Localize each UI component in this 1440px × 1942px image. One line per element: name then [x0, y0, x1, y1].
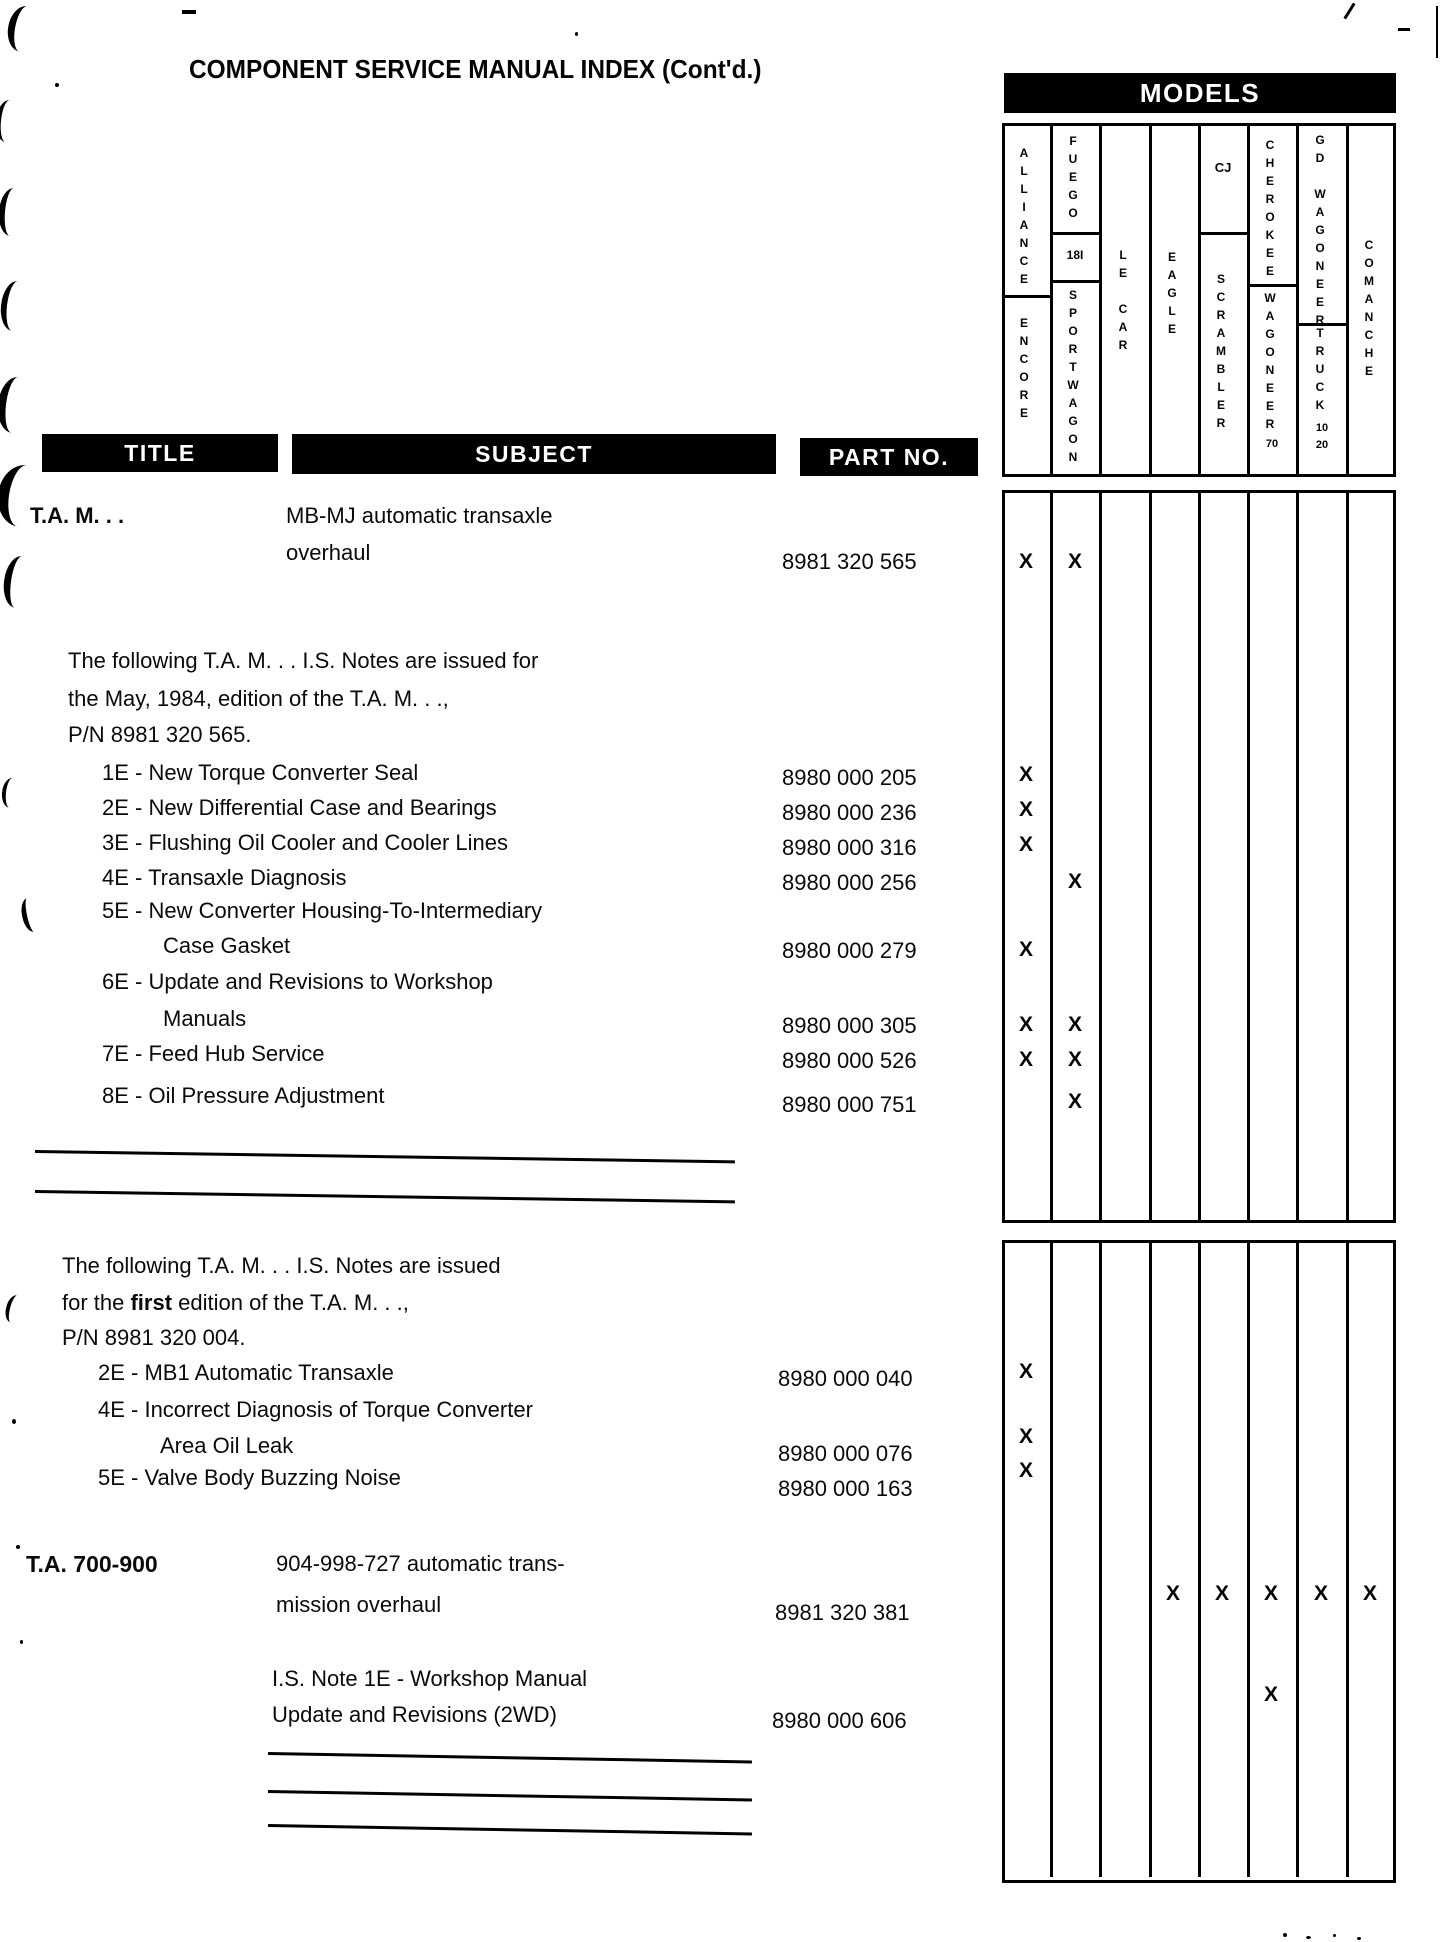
intro-line: P/N 8981 320 565. [68, 722, 252, 747]
scan-artifact [0, 279, 32, 332]
x-mark: X [1362, 1582, 1377, 1605]
x-mark: X [1018, 1013, 1033, 1036]
scan-speck [1283, 1933, 1287, 1937]
scan-artifact [1436, 6, 1438, 58]
part-number: 8981 320 381 [775, 1600, 910, 1625]
note-label: 2E - New Differential Case and Bearings [102, 795, 497, 820]
scan-artifact [0, 187, 27, 237]
grid-divider [1346, 490, 1349, 1220]
model-col-cj: CJ [1214, 160, 1232, 175]
intro-line [62, 1290, 409, 1316]
x-mark: X [1018, 1425, 1033, 1448]
grid-divider [1050, 123, 1053, 474]
grid-divider [1198, 1240, 1201, 1877]
scan-artifact [182, 10, 196, 14]
grid-divider [1247, 1240, 1250, 1877]
x-mark: X [1067, 1013, 1082, 1036]
grid-divider [1149, 490, 1152, 1220]
part-number: 8980 000 040 [778, 1366, 913, 1391]
section-separator [35, 1190, 735, 1203]
model-col-comanche: COMANCHE [1362, 238, 1376, 382]
scan-artifact [0, 777, 21, 809]
intro-line-part: for the [62, 1290, 131, 1315]
note-label-cont: Update and Revisions (2WD) [272, 1702, 557, 1727]
part-number: 8981 320 565 [782, 549, 917, 574]
model-col-truck-10: 10 [1315, 422, 1329, 434]
part-number: 8980 000 606 [772, 1708, 907, 1733]
part-number: 8980 000 751 [782, 1092, 917, 1117]
title-column-header [42, 434, 278, 472]
note-label-cont: Area Oil Leak [160, 1433, 294, 1458]
x-mark: X [1018, 763, 1033, 786]
entry-subject-line: overhaul [286, 540, 371, 565]
grid-divider [1099, 1240, 1102, 1877]
part-number: 8980 000 236 [782, 800, 917, 825]
note-label: 5E - New Converter Housing-To-Intermediary [102, 898, 543, 923]
intro-line: The following T.A. M. . . I.S. Notes are issued for [68, 648, 539, 673]
bottom-separator [268, 1790, 752, 1801]
note-label: 4E - Transaxle Diagnosis [102, 865, 347, 890]
model-col-sportwagon: SPORTWAGON [1066, 288, 1080, 468]
x-mark: X [1018, 1048, 1033, 1071]
grid-divider [1247, 490, 1250, 1220]
scan-artifact [1343, 3, 1355, 20]
note-label: 8E - Oil Pressure Adjustment [102, 1083, 385, 1108]
partno-column-header [800, 438, 978, 476]
grid-divider [1050, 490, 1053, 1220]
grid-divider [1050, 1240, 1053, 1877]
grid-divider [1149, 1240, 1152, 1877]
grid-divider [1346, 1240, 1349, 1877]
note-label: 4E - Incorrect Diagnosis of Torque Converter [98, 1397, 533, 1422]
cell-divider [1050, 280, 1102, 283]
part-number: 8980 000 076 [778, 1441, 913, 1466]
x-mark: X [1214, 1582, 1229, 1605]
model-col-wagoneer-70: 70 [1265, 438, 1279, 450]
x-mark: X [1263, 1582, 1278, 1605]
scan-speck [12, 1419, 16, 1424]
intro-line: The following T.A. M. . . I.S. Notes are issued [62, 1253, 501, 1278]
partno-header-label: PART NO. [828, 443, 950, 470]
part-number: 8980 000 163 [778, 1476, 913, 1501]
scan-speck [575, 32, 578, 36]
subject-column-header [292, 434, 776, 474]
x-mark: X [1165, 1582, 1180, 1605]
title-header-label: TITLE [124, 439, 196, 466]
bottom-separator [268, 1752, 752, 1763]
note-label: 1E - New Torque Converter Seal [102, 760, 419, 785]
x-mark: X [1313, 1582, 1328, 1605]
entry-subject-line: 904-998-727 automatic trans- [276, 1551, 565, 1576]
part-number: 8980 000 526 [782, 1048, 917, 1073]
scan-artifact [4, 4, 43, 55]
note-label: I.S. Note 1E - Workshop Manual [272, 1666, 588, 1691]
model-col-lecar: LE CAR [1116, 248, 1130, 356]
x-mark: X [1018, 1360, 1033, 1383]
scan-speck [16, 1545, 20, 1549]
entry-subject-line: mission overhaul [276, 1592, 442, 1617]
entry-title-tam: T.A. M. . . [30, 503, 125, 528]
entry-title-ta700900: T.A. 700-900 [26, 1551, 158, 1577]
grid-divider [1149, 123, 1152, 474]
note-label-cont: Manuals [163, 1006, 247, 1031]
x-mark: X [1018, 550, 1033, 573]
scan-artifact [3, 1293, 25, 1324]
x-mark: X [1067, 550, 1082, 573]
scan-speck [1333, 1934, 1336, 1937]
grid-divider [1296, 1240, 1299, 1877]
model-col-18i: 18I [1066, 248, 1084, 262]
intro-line: the May, 1984, edition of the T.A. M. . ., [68, 686, 449, 711]
cell-divider [1198, 232, 1250, 235]
models-header-bar [1004, 73, 1396, 113]
cell-divider [1050, 232, 1102, 235]
model-col-alliance: ALLIANCE [1017, 146, 1031, 290]
x-mark: X [1018, 938, 1033, 961]
note-label: 3E - Flushing Oil Cooler and Cooler Lines [102, 830, 508, 855]
intro-line: P/N 8981 320 004. [62, 1325, 246, 1350]
note-label: 6E - Update and Revisions to Workshop [102, 969, 493, 994]
note-label: 5E - Valve Body Buzzing Noise [98, 1465, 401, 1490]
page-title: COMPONENT SERVICE MANUAL INDEX (Cont'd.) [189, 54, 762, 84]
scan-artifact [19, 897, 43, 934]
scan-artifact [0, 375, 35, 435]
scan-speck [55, 83, 59, 87]
part-number: 8980 000 305 [782, 1013, 917, 1038]
x-mark: X [1067, 1090, 1082, 1113]
grid-divider [1296, 490, 1299, 1220]
x-mark: X [1018, 1459, 1033, 1482]
entry-subject-line: MB-MJ automatic transaxle [286, 503, 553, 528]
part-number: 8980 000 256 [782, 870, 917, 895]
part-number: 8980 000 316 [782, 835, 917, 860]
scan-speck [20, 1640, 23, 1644]
intro-line-bold: first [130, 1290, 173, 1315]
scan-speck [1306, 1936, 1311, 1939]
bottom-separator [268, 1824, 752, 1835]
note-label: 7E - Feed Hub Service [102, 1041, 325, 1066]
note-label: 2E - MB1 Automatic Transaxle [98, 1360, 394, 1385]
part-number: 8980 000 279 [782, 938, 917, 963]
scan-speck [1357, 1937, 1361, 1940]
cell-divider [1247, 284, 1299, 287]
x-mark: X [1067, 1048, 1082, 1071]
model-col-truck-20: 20 [1315, 439, 1329, 451]
model-col-encore: ENCORE [1017, 316, 1031, 424]
scan-artifact [1398, 28, 1410, 31]
grid-divider [1099, 123, 1102, 474]
model-col-gd-wagoneer: GD WAGONEER [1313, 133, 1327, 331]
model-col-eagle: EAGLE [1165, 250, 1179, 340]
grid-divider [1099, 490, 1102, 1220]
model-col-fuego: FUEGO [1066, 134, 1080, 224]
model-col-scrambler: SCRAMBLER [1214, 272, 1228, 434]
scan-artifact [1, 554, 37, 610]
x-mark: X [1263, 1683, 1278, 1706]
section-separator [35, 1150, 735, 1163]
x-mark: X [1067, 870, 1082, 893]
note-label-cont: Case Gasket [163, 933, 291, 958]
model-col-wagoneer: WAGONEER [1263, 291, 1277, 435]
subject-header-label: SUBJECT [475, 440, 593, 467]
model-col-cherokee: CHEROKEE [1263, 138, 1277, 282]
model-col-truck: TRUCK [1313, 326, 1327, 416]
scan-artifact [0, 99, 21, 143]
part-number: 8980 000 205 [782, 765, 917, 790]
intro-line-part: edition of the T.A. M. . ., [172, 1290, 409, 1315]
cell-divider [1002, 295, 1053, 298]
x-mark: X [1018, 833, 1033, 856]
x-mark: X [1018, 798, 1033, 821]
models-header-label: MODELS [1139, 77, 1261, 108]
grid-divider [1198, 490, 1201, 1220]
